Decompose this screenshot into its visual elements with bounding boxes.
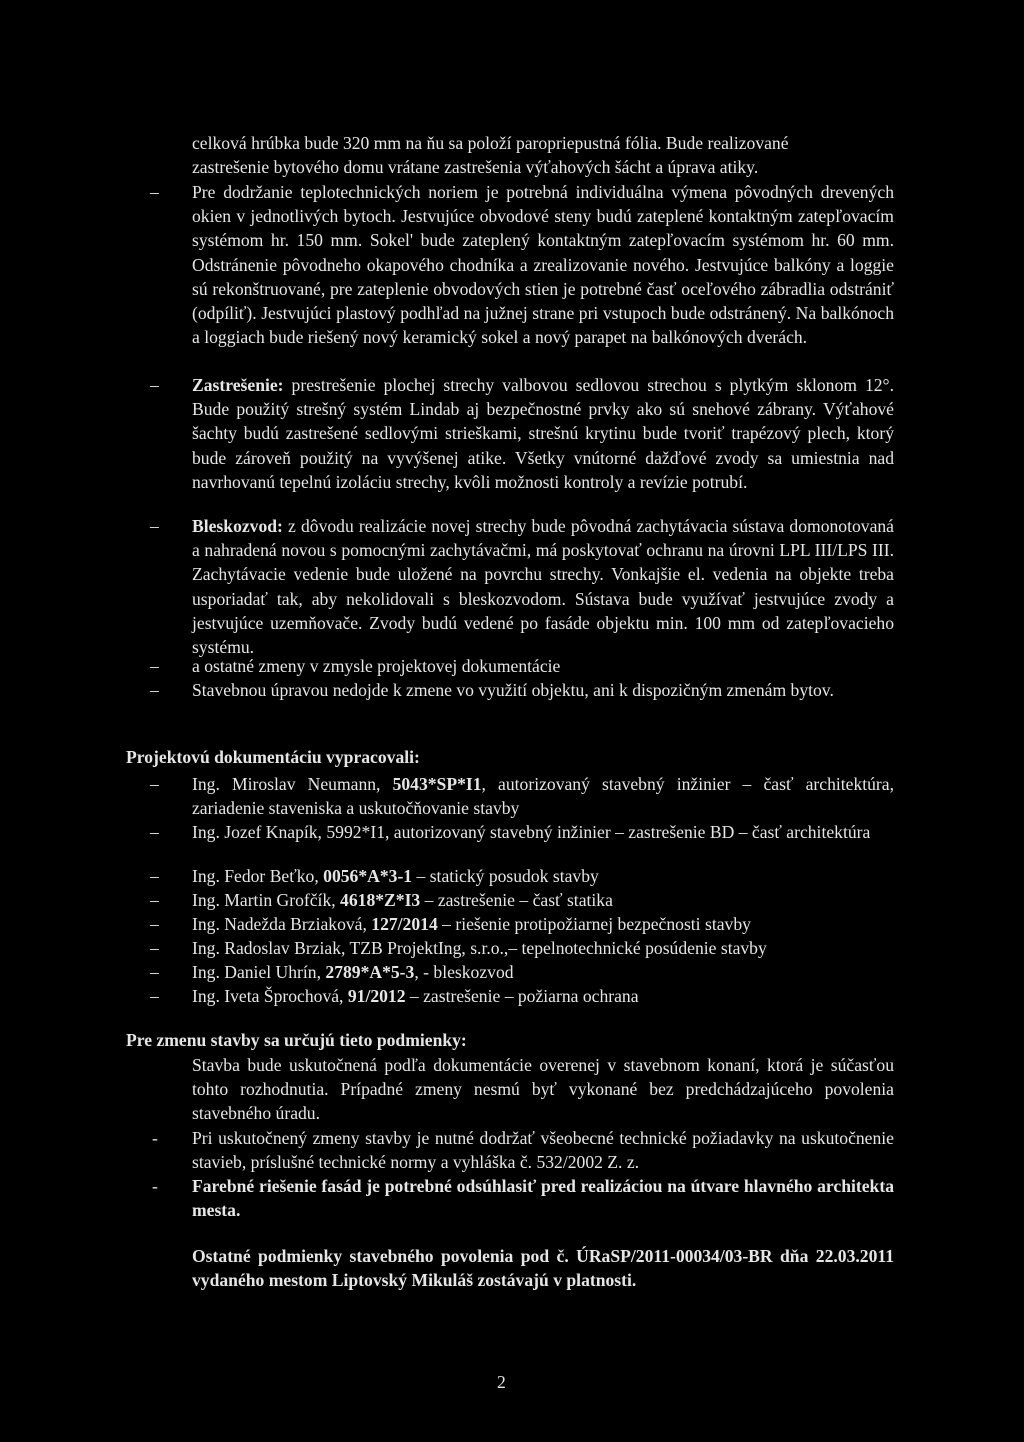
projektant-item: Ing. Jozef Knapík, 5992*I1, autorizovaný stavebný inžinier – zastrešenie BD – časť architektúra [192, 822, 871, 842]
bullet-dash: – [150, 962, 159, 982]
podmienka-2: Pri uskutočnený zmeny stavby je nutné dodržať všeobecné technické požiadavky na uskutočnenie stavieb, príslušné technické normy a vyhláška č. 532/2002 Z. z. [192, 1128, 894, 1173]
bullet-dash: – [150, 822, 159, 842]
bleskozvod-label: Bleskozvod: [192, 516, 283, 536]
podmienka-1: Stavba bude uskutočnená podľa dokumentácie overenej v stavebnom konaní, ktorá je súčasťou tohto rozhodnutia. Prípadné zmeny nesmú byť vykonané bez predchádzajúceho povolenia stavebného úradu. [192, 1055, 894, 1124]
bullet-dash: – [150, 914, 159, 934]
bullet-vyuzitie: Stavebnou úpravou nedojde k zmene vo využití objektu, ani k dispozičným zmenám bytov. [192, 680, 834, 700]
projektant-item: Ing. Daniel Uhrín, 2789*A*5-3, - bleskozvod [192, 962, 514, 982]
bullet-dash: – [150, 774, 159, 794]
bleskozvod-text: z dôvodu realizácie novej strechy bude pôvodná zachytávacia sústava domonotovaná a nahradená novou s pomocnými zachytávačmi, má poskytovať ochranu na úrovni LPL III/LPS III. Zachytávacie vedenie bude uložené na povrchu strechy. Vonkajšie el. vedenia na objekte treba usporiadať tak, aby nekolidovali s bleskozvodom. Sústava bude využívať jestvujúce zvody a jestvujúce uzemňovače. Zvody budú vedené po fasáde objektu min. 100 mm od zatepľovacieho systému. [192, 516, 894, 658]
zastresenie-label: Zastrešenie: [192, 375, 284, 395]
bullet-dash: – [150, 516, 159, 536]
projektant-item: Ing. Radoslav Brziak, TZB ProjektIng, s.r.o.,– tepelnotechnické posúdenie stavby [192, 938, 767, 958]
projektant-item: Ing. Miroslav Neumann, 5043*SP*I1, autorizovaný stavebný inžinier – časť architektúra, zariadenie staveniska a uskutočňovanie stavby [192, 774, 894, 819]
bullet-dash: – [150, 986, 159, 1006]
bullet-dash: – [150, 938, 159, 958]
projektant-item: Ing. Iveta Šprochová, 91/2012 – zastrešenie – požiarna ochrana [192, 986, 639, 1006]
intro-line-1: celková hrúbka bude 320 mm na ňu sa položí paropriepustná fólia. Bude realizované [192, 133, 789, 153]
bullet-dash: – [150, 375, 159, 395]
projektant-item: Ing. Martin Grofčík, 4618*Z*I3 – zastrešenie – časť statika [192, 890, 613, 910]
bullet-bleskozvod [192, 514, 894, 659]
zastresenie-text: prestrešenie plochej strechy valbovou sedlovou strechou s plytkým sklonom 12°. Bude použitý strešný systém Lindab aj bezpečnostné prvky ako sú snehové zábrany. Výťahové šachty budú zastrešené sedlovými strieškami, strešnú krytinu bude tvoriť trapézový plech, ktorý bude zároveň použitý na vyvýšenej atike. Všetky vnútorné dažďové zvody sa umiestnia nad navrhovanú tepelnú izoláciu strechy, kvôli možnosti kontroly a revízie potrubí. [192, 375, 894, 492]
podmienka-3: Farebné riešenie fasád je potrebné odsúhlasiť pred realizáciou na útvare hlavného architekta mesta. [192, 1176, 894, 1221]
hyphen-marker: - [152, 1176, 158, 1196]
hyphen-marker: - [152, 1128, 158, 1148]
bullet-ostatne-zmeny: a ostatné zmeny v zmysle projektovej dokumentácie [192, 656, 561, 676]
final-statement: Ostatné podmienky stavebného povolenia pod č. ÚRaSP/2011-00034/03-BR dňa 22.03.2011 vydaného mestom Liptovský Mikuláš zostávajú v platnosti. [192, 1246, 894, 1291]
bullet-dash: – [150, 680, 159, 700]
bullet-zastresenie [192, 373, 894, 494]
page-number: 2 [497, 1372, 506, 1392]
bullet-dash: – [150, 866, 159, 886]
projektant-item: Ing. Fedor Beťko, 0056*A*3-1 – statický posudok stavby [192, 866, 599, 886]
bullet-dash: – [150, 890, 159, 910]
projekt-heading: Projektovú dokumentáciu vypracovali: [126, 747, 420, 767]
bullet-dash: – [150, 656, 159, 676]
bullet-dash: – [150, 182, 159, 202]
projektant-item: Ing. Nadežda Brziaková, 127/2014 – riešenie protipožiarnej bezpečnosti stavby [192, 914, 751, 934]
podmienky-heading: Pre zmenu stavby sa určujú tieto podmienky: [126, 1030, 467, 1050]
intro-line-2: zastrešenie bytového domu vrátane zastrešenia výťahových šácht a úprava atiky. [192, 157, 759, 177]
bullet-windows-walls: Pre dodržanie teplotechnických noriem je potrebná individuálna výmena pôvodných drevených okien v jednotlivých bytoch. Jestvujúce obvodové steny budú zateplené kontaktným zatepľovacím systémom hr. 150 mm. Sokel' bude zateplený kontaktným zatepľovacím systémom hr. 60 mm. Odstránenie pôvodneho okapového chodníka a zrealizovanie nového. Jestvujúce balkóny a loggie sú rekonštruované, pre zateplenie obvodových stien je potrebné časť oceľového zábradlia odstrániť (odpíliť). Jestvujúci plastový podhľad na južnej strane pri vstupoch bude odstránený. Na balkónoch a loggiach bude riešený nový keramický sokel a nový parapet na balkónových dverách. [192, 182, 894, 348]
